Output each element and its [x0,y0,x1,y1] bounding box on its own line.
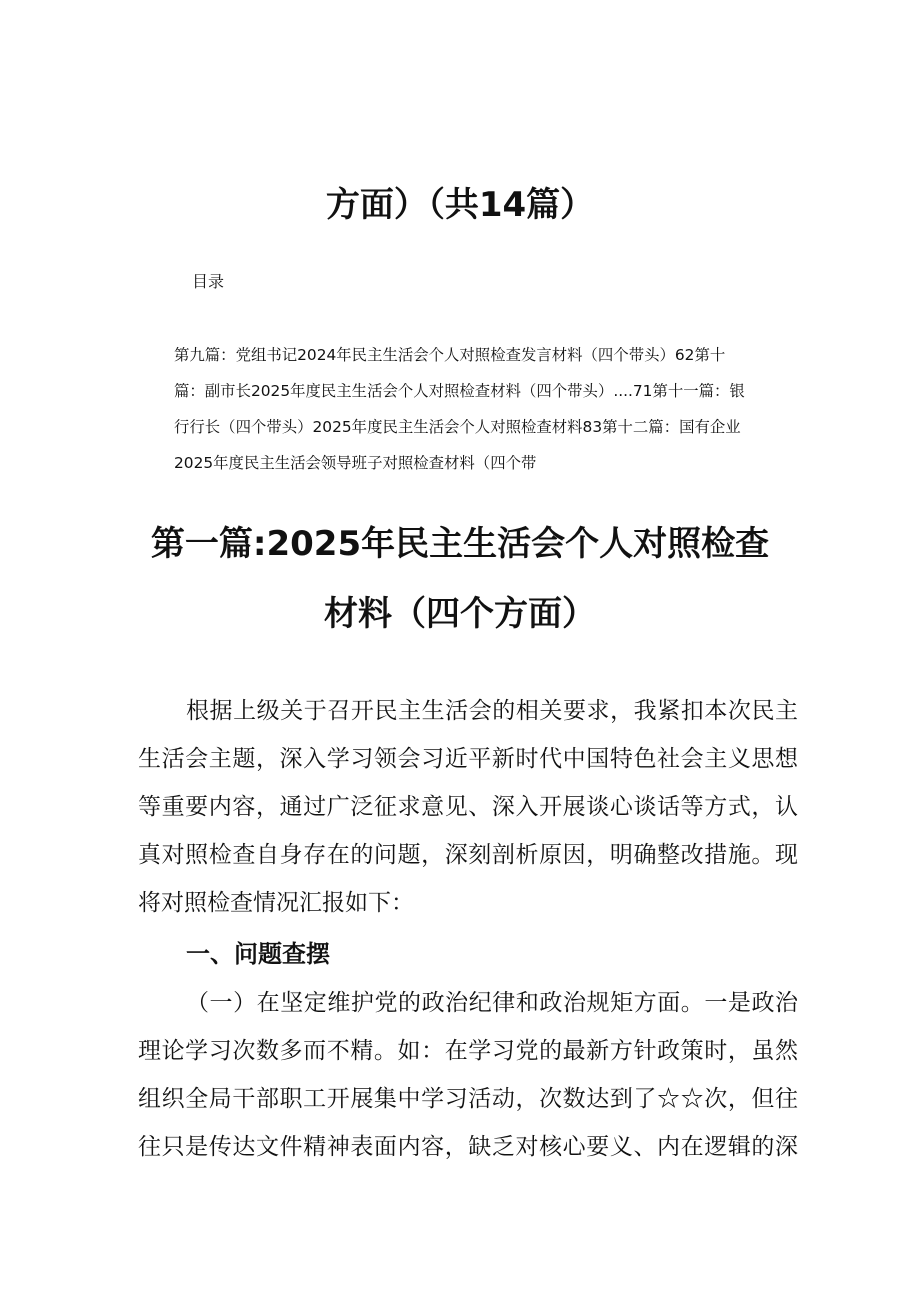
paragraph-line: 往只是传达文件精神表面内容，缺乏对核心要义、内在逻辑的深 [138,1134,798,1160]
section-title-line-1: 第一篇:2025年民主生活会个人对照检查 [150,524,770,564]
toc-line: 行行长（四个带头）2025年度民主生活会个人对照检查材料83第十二篇：国有企业 [174,418,741,436]
toc-line: 第九篇：党组书记2024年民主生活会个人对照检查发言材料（四个带头）62第十 [174,346,726,364]
paragraph-line: 组织全局干部职工开展集中学习活动，次数达到了☆☆次，但往 [138,1086,798,1112]
toc-line: 篇：副市长2025年度民主生活会个人对照检查材料（四个带头）....71第十一篇：银 [174,382,745,400]
paragraph-line: 理论学习次数多而不精。如：在学习党的最新方针政策时，虽然 [138,1038,798,1064]
document-title: 方面）（共14篇） [325,185,595,225]
toc-heading: 目录 [192,272,225,291]
toc-line: 2025年度民主生活会领导班子对照检查材料（四个带 [174,454,537,472]
paragraph-line: （一）在坚定维护党的政治纪律和政治规矩方面。一是政治 [186,990,798,1016]
section-subheading: 一、问题查摆 [186,940,330,968]
intro-paragraph-line: 将对照检查情况汇报如下： [138,890,414,916]
intro-paragraph-line: 根据上级关于召开民主生活会的相关要求，我紧扣本次民主 [186,698,798,724]
intro-paragraph-line: 等重要内容，通过广泛征求意见、深入开展谈心谈话等方式，认 [138,794,798,820]
intro-paragraph-line: 生活会主题，深入学习领会习近平新时代中国特色社会主义思想 [138,746,798,772]
section-title-line-2: 材料（四个方面） [324,594,596,634]
intro-paragraph-line: 真对照检查自身存在的问题，深刻剖析原因，明确整改措施。现 [138,842,798,868]
